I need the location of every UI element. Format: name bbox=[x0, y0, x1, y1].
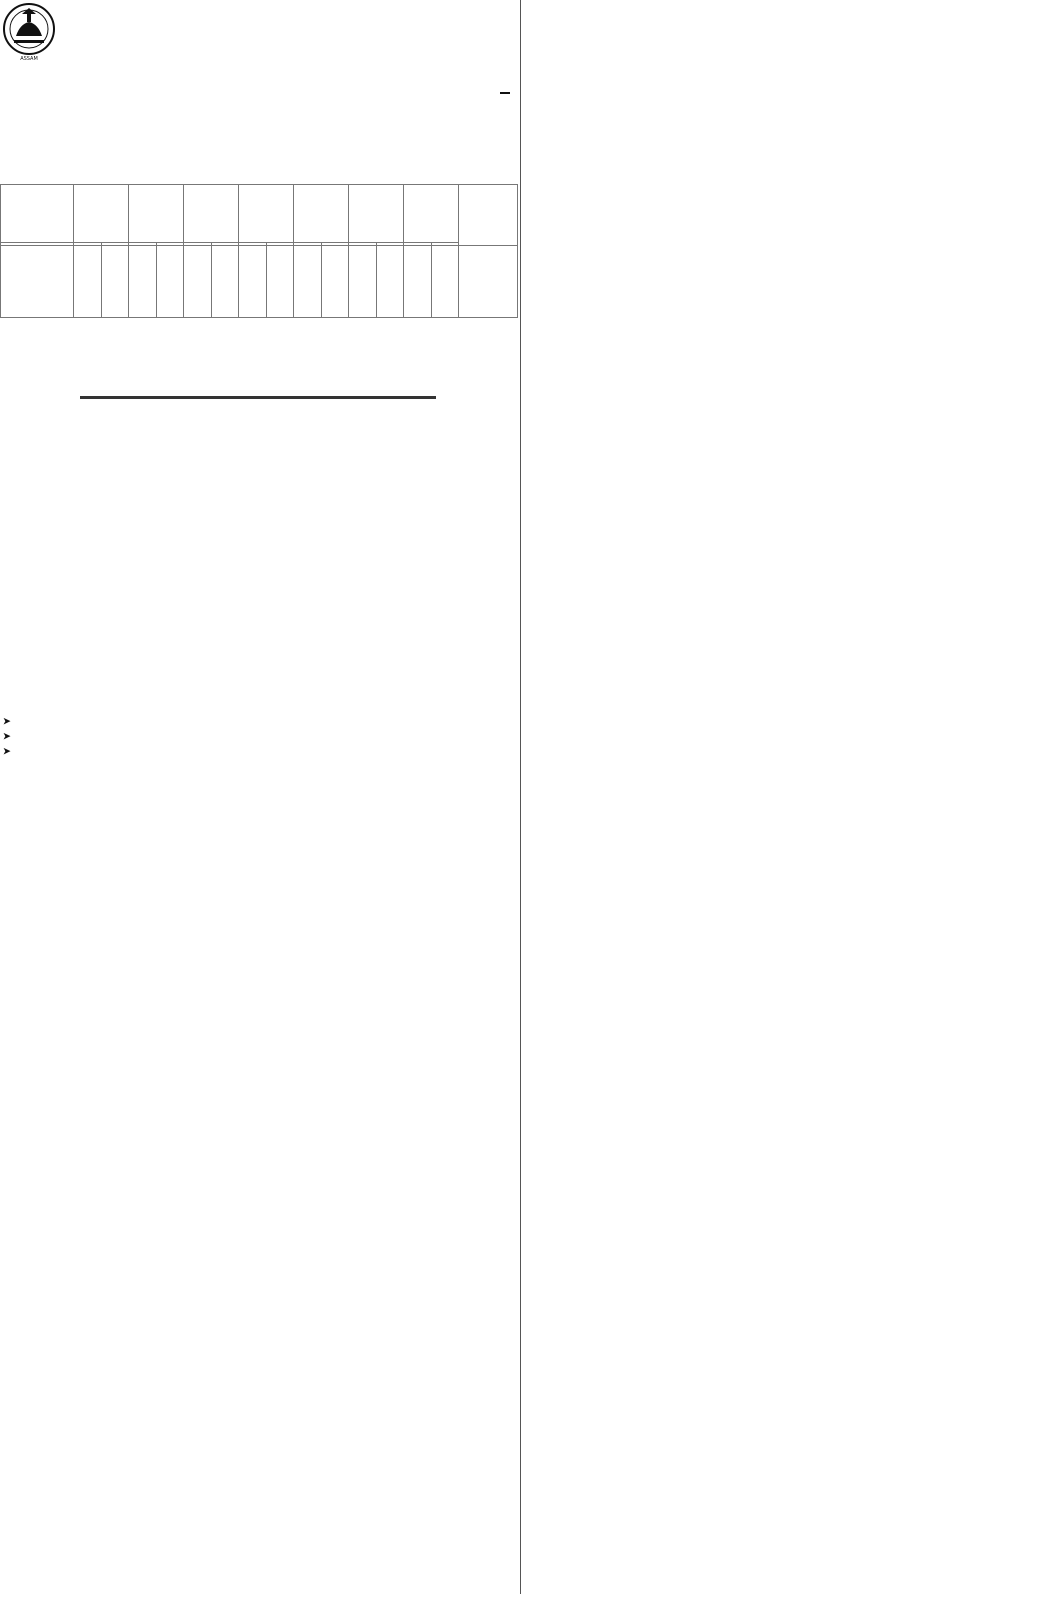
vacancy-cell bbox=[101, 246, 129, 318]
education bbox=[3, 485, 515, 491]
vh-grand bbox=[404, 185, 459, 243]
vh-stp bbox=[239, 185, 294, 243]
arrow-icon: ➤ bbox=[3, 716, 11, 726]
vacancy-cell bbox=[321, 246, 349, 318]
vacancy-cell bbox=[404, 246, 432, 318]
pay-v bbox=[81, 398, 199, 399]
vacancy-table bbox=[0, 184, 518, 318]
pay-v bbox=[317, 398, 435, 399]
vacancy-cell bbox=[239, 246, 267, 318]
svg-text:ASSAM: ASSAM bbox=[20, 56, 38, 62]
pay-table bbox=[80, 396, 436, 399]
column-divider bbox=[520, 0, 521, 1594]
vacancy-row-name bbox=[1, 246, 74, 318]
vacancy-cell bbox=[294, 246, 322, 318]
vacancy-pwbd bbox=[459, 246, 518, 318]
vacancy-row bbox=[1, 246, 518, 318]
vacancy-cell bbox=[156, 246, 184, 318]
vh-pwbd bbox=[459, 185, 518, 246]
vacancy-cell bbox=[129, 246, 157, 318]
arrow-icon: ➤ bbox=[3, 731, 11, 741]
vacancy-cell bbox=[376, 246, 404, 318]
vh-sth bbox=[294, 185, 349, 243]
vacancy-cell bbox=[74, 246, 102, 318]
header bbox=[0, 0, 520, 92]
close-date bbox=[3, 746, 515, 757]
start-date bbox=[3, 731, 515, 742]
assam-emblem-icon bbox=[2, 2, 56, 62]
vh-sc bbox=[184, 185, 239, 243]
vh-open bbox=[74, 185, 129, 243]
vh-obc bbox=[129, 185, 184, 243]
vacancy-cell bbox=[266, 246, 294, 318]
advt-number-badge bbox=[500, 92, 510, 94]
age bbox=[3, 551, 515, 558]
vacancy-cell bbox=[211, 246, 239, 318]
vh-ews bbox=[349, 185, 404, 243]
service-rule bbox=[3, 716, 515, 727]
vacancy-cell bbox=[349, 246, 377, 318]
vacancy-cell bbox=[184, 246, 212, 318]
vh-name bbox=[1, 185, 74, 243]
vacancy-cell bbox=[431, 246, 459, 318]
left-column bbox=[0, 0, 520, 756]
arrow-icon: ➤ bbox=[3, 746, 11, 756]
pay-v bbox=[199, 398, 317, 399]
